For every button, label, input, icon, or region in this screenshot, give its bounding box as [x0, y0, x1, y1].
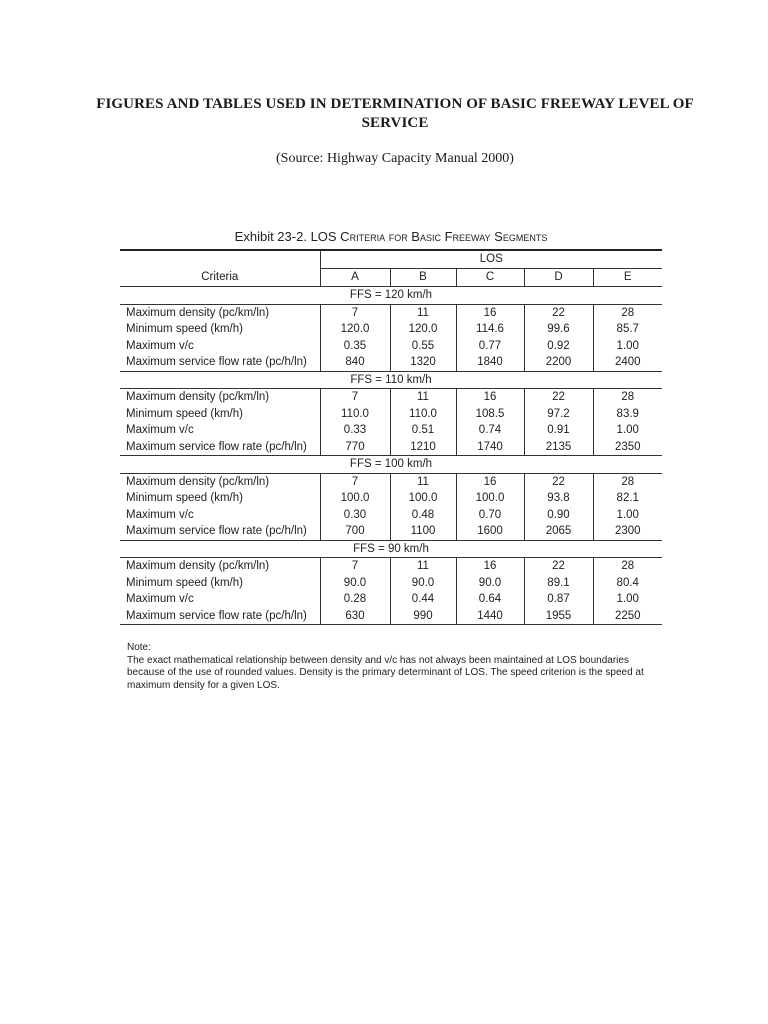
los-group-header: LOS [320, 250, 662, 269]
ffs-section-header [120, 540, 662, 558]
table-cell: 100.0 [320, 490, 390, 507]
table-cell: 2300 [593, 523, 662, 540]
table-cell: 82.1 [593, 490, 662, 507]
table-cell: 11 [390, 389, 456, 406]
table-row [120, 338, 662, 355]
table-row [120, 354, 662, 371]
table-cell: 1320 [390, 354, 456, 371]
table-cell: 0.48 [390, 507, 456, 524]
ffs-label: FFS = 100 km/h [120, 456, 662, 474]
table-row [120, 591, 662, 608]
table-cell: 2250 [593, 608, 662, 625]
table-cell: 1440 [456, 608, 524, 625]
table-cell: 22 [524, 473, 593, 490]
document-source: (Source: Highway Capacity Manual 2000) [276, 151, 514, 166]
ffs-section-header [120, 287, 662, 305]
table-cell: 120.0 [390, 321, 456, 338]
column-header-e: E [593, 269, 662, 287]
criteria-label: Minimum speed (km/h) [126, 323, 243, 335]
exhibit-title [120, 229, 662, 244]
column-header-d: D [524, 269, 593, 287]
header-row-los [120, 250, 662, 269]
table-cell: 7 [320, 389, 390, 406]
criteria-label: Maximum v/c [126, 424, 194, 436]
criteria-label: Maximum density (pc/km/ln) [120, 473, 320, 490]
table-cell: 2065 [524, 523, 593, 540]
table-cell: 99.6 [524, 321, 593, 338]
table-cell: 0.74 [456, 422, 524, 439]
note-heading: Note: [127, 642, 151, 653]
criteria-label: Maximum v/c [126, 593, 194, 605]
note-text: The exact mathematical relationship between density and v/c has not always been maintained at LOS boundaries because of the use of rounded values. Density is the primary determinant of LOS. The speed criterion is the speed at maximum density for a given LOS. [127, 654, 644, 691]
table-cell: 22 [524, 304, 593, 321]
table-cell: 0.35 [320, 338, 390, 355]
exhibit-caption: LOS Criteria for Basic Freeway Segments [310, 229, 548, 244]
table-cell: 0.91 [524, 422, 593, 439]
table-cell: 16 [456, 558, 524, 575]
criteria-label: Maximum v/c [126, 508, 194, 521]
table-cell: 1600 [456, 523, 524, 540]
table-cell: 100.0 [456, 490, 524, 507]
criteria-label: Minimum speed (km/h) [126, 576, 243, 589]
table-cell: 16 [456, 389, 524, 406]
table-cell: 1100 [390, 523, 456, 540]
table-cell: 83.9 [593, 406, 662, 423]
table-cell: 28 [593, 389, 662, 406]
table-cell: 1.00 [593, 591, 662, 608]
criteria-label: Maximum v/c [126, 339, 194, 352]
table-cell: 85.7 [593, 321, 662, 338]
table-cell: 0.55 [390, 338, 456, 355]
los-criteria-table [120, 249, 662, 625]
table-cell: 110.0 [390, 406, 456, 423]
table-row [120, 439, 662, 456]
table-cell: 0.44 [390, 591, 456, 608]
table-row [120, 321, 662, 338]
document-title: FIGURES AND TABLES USED IN DETERMINATION OF BASIC FREEWAY LEVEL OF SERVICE [96, 96, 694, 131]
table-cell: 28 [593, 473, 662, 490]
table-row [120, 523, 662, 540]
table-cell: 7 [320, 558, 390, 575]
table-row [120, 389, 662, 406]
table-cell: 0.51 [390, 422, 456, 439]
table-cell: 2135 [524, 439, 593, 456]
table-cell: 770 [320, 439, 390, 456]
criteria-header: Criteria [201, 271, 239, 283]
table-row [120, 473, 662, 490]
table-cell: 1.00 [593, 422, 662, 439]
table-body [120, 250, 662, 625]
criteria-label: Maximum service flow rate (pc/h/ln) [126, 356, 307, 368]
table-cell: 114.6 [456, 321, 524, 338]
table-cell: 28 [593, 304, 662, 321]
table-cell: 90.0 [320, 575, 390, 592]
table-cell: 80.4 [593, 575, 662, 592]
table-cell: 1.00 [593, 338, 662, 355]
criteria-label: Maximum density (pc/km/ln) [120, 389, 320, 406]
table-row [120, 608, 662, 625]
header-row-columns [120, 269, 662, 287]
table-cell: 0.30 [320, 507, 390, 524]
table-cell: 990 [390, 608, 456, 625]
table-cell: 120.0 [320, 321, 390, 338]
table-cell: 7 [320, 304, 390, 321]
table-cell: 28 [593, 558, 662, 575]
table-cell: 0.70 [456, 507, 524, 524]
table-cell: 0.87 [524, 591, 593, 608]
table-cell: 22 [524, 389, 593, 406]
table-cell: 2400 [593, 354, 662, 371]
criteria-label: Maximum density (pc/km/ln) [120, 304, 320, 321]
table-cell: 90.0 [390, 575, 456, 592]
table-cell: 1.00 [593, 507, 662, 524]
table-cell: 840 [320, 354, 390, 371]
table-row [120, 406, 662, 423]
table-cell: 110.0 [320, 406, 390, 423]
column-header-c: C [456, 269, 524, 287]
header-blank-cell [120, 250, 320, 269]
table-cell: 630 [320, 608, 390, 625]
criteria-label: Minimum speed (km/h) [126, 407, 243, 420]
ffs-label: FFS = 90 km/h [120, 540, 662, 558]
table-cell: 0.28 [320, 591, 390, 608]
criteria-label: Maximum service flow rate (pc/h/ln) [126, 525, 307, 537]
table-row [120, 490, 662, 507]
table-row [120, 304, 662, 321]
table-cell: 100.0 [390, 490, 456, 507]
table-cell: 0.90 [524, 507, 593, 524]
table-row [120, 422, 662, 439]
exhibit-number: Exhibit 23-2. [234, 229, 307, 244]
table-row [120, 558, 662, 575]
table-cell: 1740 [456, 439, 524, 456]
table-cell: 93.8 [524, 490, 593, 507]
table-cell: 16 [456, 473, 524, 490]
criteria-label: Maximum service flow rate (pc/h/ln) [126, 440, 307, 453]
table-cell: 16 [456, 304, 524, 321]
table-row [120, 575, 662, 592]
table-cell: 700 [320, 523, 390, 540]
ffs-section-header [120, 371, 662, 389]
table-cell: 11 [390, 558, 456, 575]
column-header-a: A [320, 269, 390, 287]
table-cell: 108.5 [456, 406, 524, 423]
table-cell: 11 [390, 473, 456, 490]
table-cell: 11 [390, 304, 456, 321]
table-cell: 1210 [390, 439, 456, 456]
table-cell: 1840 [456, 354, 524, 371]
table-cell: 2350 [593, 439, 662, 456]
table-cell: 0.64 [456, 591, 524, 608]
table-cell: 90.0 [456, 575, 524, 592]
table-cell: 97.2 [524, 406, 593, 423]
criteria-label: Maximum density (pc/km/ln) [120, 558, 320, 575]
column-header-b: B [390, 269, 456, 287]
table-cell: 1955 [524, 608, 593, 625]
table-cell: 7 [320, 473, 390, 490]
ffs-label: FFS = 110 km/h [120, 371, 662, 389]
table-cell: 2200 [524, 354, 593, 371]
ffs-section-header [120, 456, 662, 474]
table-cell: 0.77 [456, 338, 524, 355]
table-cell: 89.1 [524, 575, 593, 592]
table-cell: 0.33 [320, 422, 390, 439]
ffs-label: FFS = 120 km/h [120, 287, 662, 305]
table-cell: 22 [524, 558, 593, 575]
criteria-label: Minimum speed (km/h) [126, 492, 243, 504]
table-cell: 0.92 [524, 338, 593, 355]
table-row [120, 507, 662, 524]
criteria-label: Maximum service flow rate (pc/h/ln) [120, 608, 320, 625]
table-note [127, 642, 667, 692]
